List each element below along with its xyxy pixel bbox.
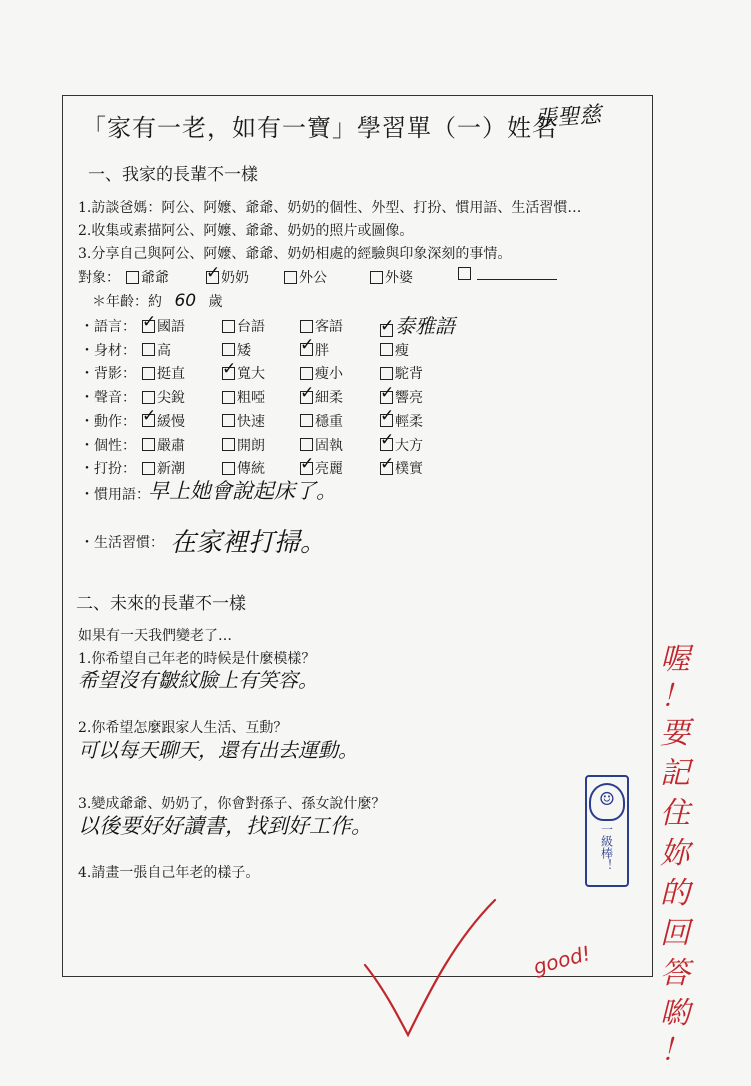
section2-heading: 二、未來的長輩不一樣 [76,594,246,614]
trait-option: 新潮 [142,458,185,478]
trait-option: 嚴肅 [142,435,185,455]
comment-char: 的 [660,876,690,911]
answer-1: 希望沒有皺紋臉上有笑容。 [78,668,318,692]
checkbox [142,391,155,404]
trait-row [80,316,560,336]
checkbox [222,320,235,333]
checkbox-checked [380,438,393,451]
comment-char: 喲 [660,996,690,1031]
trait-option: 快速 [222,411,265,431]
teacher-good: good! [530,940,594,980]
trait-option: ✓ 寬大 [222,363,265,383]
comment-char: 喔 [660,642,690,677]
age-label: ＊年齡：約 [92,294,162,310]
checkbox-checked [206,271,219,284]
trait-option: 台語 [222,316,265,336]
habit-label: ・生活習慣： [80,535,164,551]
question-1: 1.你希望自己年老的時候是什麼模樣？ [78,651,316,667]
trait-option: ✓ 輕柔 [380,411,423,431]
checkbox [458,267,471,280]
trait-label: ・背影： [80,366,136,383]
checkbox-checked [300,462,313,475]
trait-option: 傳統 [222,458,265,478]
teacher-comment [655,640,695,1068]
instruction-2: 2.收集或素描阿公、阿嬤、爺爺、奶奶的照片或圖像。 [78,223,414,239]
phrase-answer: 早上她會說起床了。 [148,479,337,503]
trait-option: ✓ 樸實 [380,458,423,478]
trait-option: 固執 [300,435,343,455]
trait-option: ✓ 國語 [142,316,185,336]
trait-row [80,411,560,431]
sticker-text: 一級棒！ [599,823,614,871]
checkbox [142,462,155,475]
checkbox [222,343,235,356]
checkbox [222,414,235,427]
checkbox [300,320,313,333]
student-name: 張聖慈 [534,102,602,133]
checkbox-checked [142,414,155,427]
cartoon-face-icon: ☺ [589,783,625,821]
checkbox [370,271,383,284]
red-checkmark-icon [360,895,500,1045]
checkbox [284,271,297,284]
checkbox-checked [380,462,393,475]
checkbox [222,438,235,451]
phrase-label: ・慣用語： [80,487,150,503]
checkbox-checked [380,391,393,404]
trait-option: 尖銳 [142,387,185,407]
trait-row [80,363,560,383]
checkbox-checked [300,343,313,356]
trait-option: 客語 [300,316,343,336]
checkbox [380,343,393,356]
comment-char: 記 [660,756,690,791]
comment-char: 要 [660,716,690,751]
checkbox [380,367,393,380]
checkbox [222,462,235,475]
question-3: 3.變成爺爺、奶奶了，你會對孫子、孫女說什麼？ [78,796,386,812]
question-4: 4.請畫一張自己年老的樣子。 [78,865,260,881]
checkbox-checked [380,414,393,427]
trait-option: 開朗 [222,435,265,455]
checkbox [300,414,313,427]
trait-option: 矮 [222,340,251,360]
instruction-1: 1.訪談爸媽：阿公、阿嬤、爺爺、奶奶的個性、外型、打扮、慣用語、生活習慣… [78,200,582,216]
comment-char: 答 [660,956,690,991]
trait-option: ✓ 響亮 [380,387,423,407]
instruction-3: 3.分享自己與阿公、阿嬤、爺爺、奶奶相處的經驗與印象深刻的事情。 [78,246,512,262]
trait-option: 挺直 [142,363,185,383]
habit-answer: 在家裡打掃。 [170,528,327,558]
subject-option: 爺爺 [126,267,169,287]
checkbox [142,343,155,356]
trait-option: 高 [142,340,171,360]
trait-option: 瘦 [380,340,409,360]
subject-option: 外婆 [370,267,413,287]
trait-option: 瘦小 [300,363,343,383]
checkbox [222,391,235,404]
trait-label: ・身材： [80,342,136,359]
checkbox [142,438,155,451]
trait-row [80,340,560,360]
subject-option: ✓ 奶奶 [206,267,249,287]
trait-option: 穩重 [300,411,343,431]
trait-option: ✓ 胖 [300,340,329,360]
checkbox-checked [300,391,313,404]
age-unit: 歲 [208,294,223,310]
age-row [92,291,223,311]
trait-row [80,435,560,455]
blank-line [477,267,557,280]
trait-option: ✓ 緩慢 [142,411,185,431]
trait-option: 駝背 [380,363,423,383]
subject-option-blank [458,267,557,280]
subject-label: 對象： [78,270,120,286]
section2-intro: 如果有一天我們變老了… [78,628,232,644]
comment-char: 住 [660,796,690,831]
comment-char: 妳 [660,836,690,871]
comment-char: ！ [660,679,690,714]
checkbox-checked [142,320,155,333]
answer-3: 以後要好好讀書，找到好工作。 [78,814,372,838]
trait-label: ・個性： [80,437,136,454]
comment-char: ！ [660,1033,690,1068]
trait-label: ・打扮： [80,461,136,478]
checkbox-checked [380,324,393,337]
age-value: 60 [174,291,197,311]
comment-char: 回 [660,916,690,951]
trait-option: ✓ 泰雅語 [380,316,455,345]
subject-row [78,267,578,287]
trait-row [80,387,560,407]
checkbox [300,438,313,451]
answer-2: 可以每天聊天，還有出去運動。 [78,738,358,762]
trait-option: ✓ 細柔 [300,387,343,407]
checkbox [142,367,155,380]
trait-option: ✓ 亮麗 [300,458,343,478]
checkbox [300,367,313,380]
trait-option: 粗啞 [222,387,265,407]
worksheet-title: 「家有一老，如有一寶」學習單（一）姓名 [82,114,557,142]
section1-heading: 一、我家的長輩不一樣 [88,165,258,185]
checkbox-checked [222,367,235,380]
subject-option: 外公 [284,267,327,287]
trait-label: ・動作： [80,413,136,430]
trait-option: ✓ 大方 [380,435,423,455]
trait-label: ・語言： [80,319,136,335]
checkbox [126,271,139,284]
trait-label: ・聲音： [80,390,136,407]
praise-sticker [585,775,629,887]
question-2: 2.你希望怎麼跟家人生活、互動？ [78,720,288,736]
